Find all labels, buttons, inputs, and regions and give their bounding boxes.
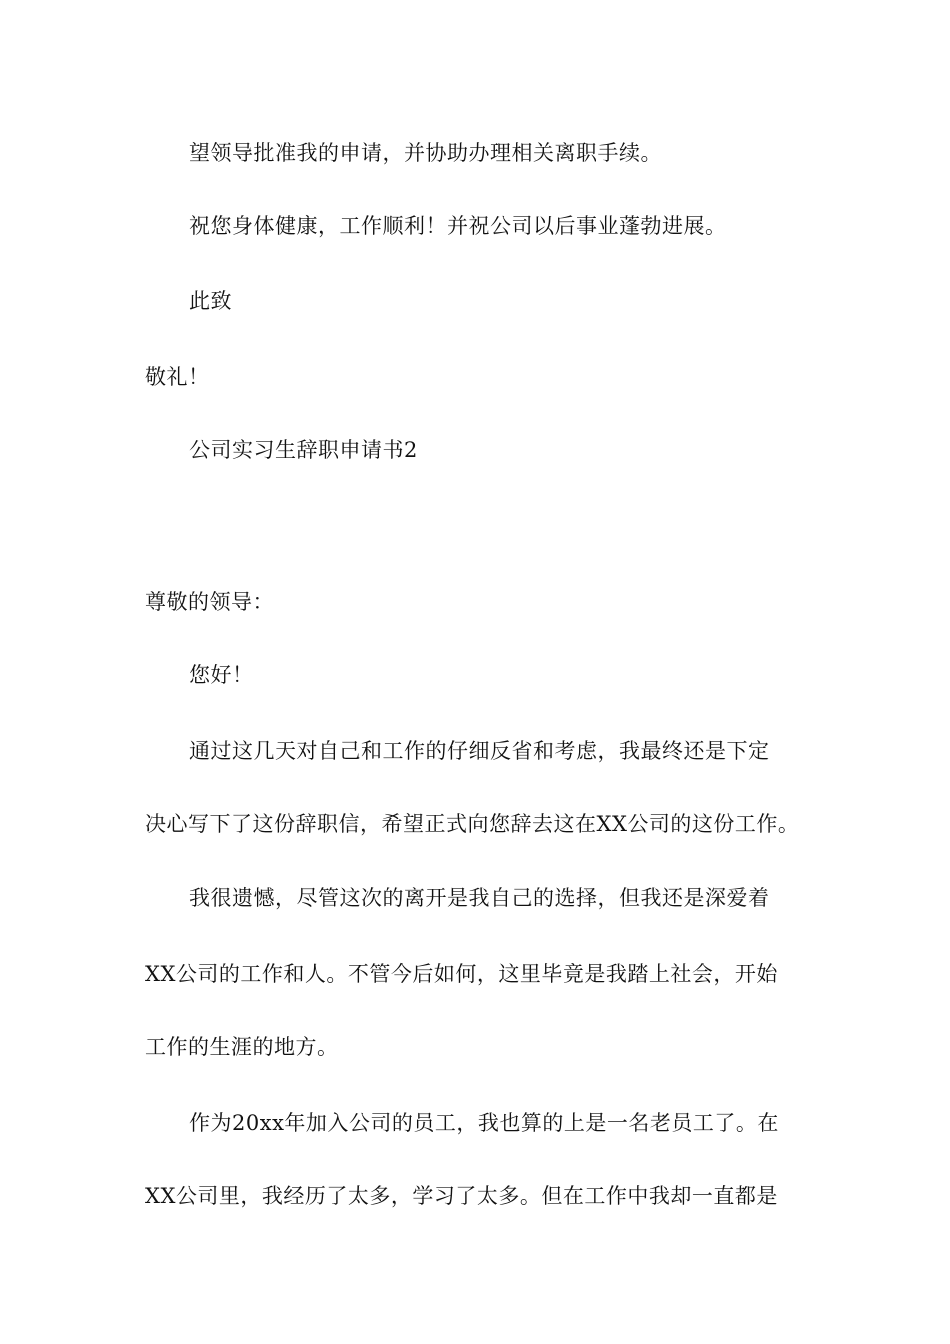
paragraph-line: 作为20xx年加入公司的员工，我也算的上是一名老员工了。在 [189,1111,779,1135]
paragraph-line: 祝您身体健康，工作顺利！并祝公司以后事业蓬勃进展。 [189,214,727,238]
section-title: 公司实习生辞职申请书2 [189,438,418,462]
greeting: 尊敬的领导： [145,590,274,614]
paragraph-line: 决心写下了这份辞职信，希望正式向您辞去这在XX公司的这份工作。 [145,812,800,836]
paragraph-line: 望领导批准我的申请，并协助办理相关离职手续。 [189,141,662,165]
paragraph-line: 工作的生涯的地方。 [145,1035,339,1059]
greeting-hello: 您好！ [189,663,254,687]
paragraph-line: 我很遗憾，尽管这次的离开是我自己的选择，但我还是深爱着 [189,886,770,910]
paragraph-line: XX公司里，我经历了太多，学习了太多。但在工作中我却一直都是 [145,1184,778,1208]
closing-salutation: 此致 [189,289,232,313]
closing-regards: 敬礼！ [145,365,210,389]
paragraph-line: XX公司的工作和人。不管今后如何，这里毕竟是我踏上社会，开始 [145,962,778,986]
paragraph-line: 通过这几天对自己和工作的仔细反省和考虑，我最终还是下定 [189,739,770,763]
